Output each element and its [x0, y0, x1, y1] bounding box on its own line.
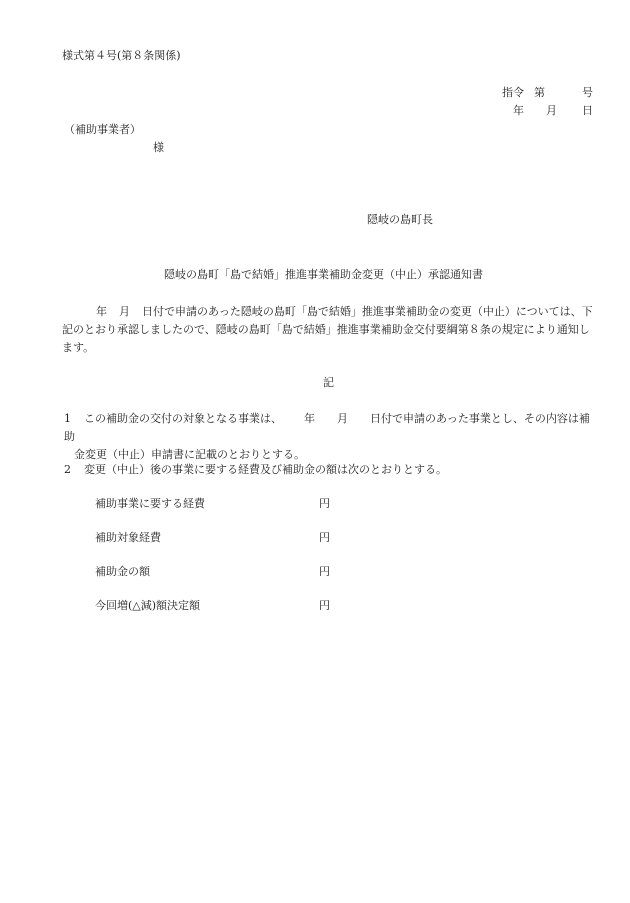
item-1-number: 1 — [64, 412, 71, 425]
cost-unit: 円 — [319, 497, 330, 510]
cost-row-eligible-expense — [95, 531, 345, 545]
recipient-label: （補助事業者） — [64, 123, 141, 136]
item-2-number: 2 — [64, 463, 71, 476]
cost-unit: 円 — [319, 531, 330, 544]
cost-unit: 円 — [319, 565, 330, 578]
form-number: 様式第４号(第８条関係) — [62, 49, 181, 62]
date-year: 年 — [513, 104, 524, 117]
date-month: 月 — [546, 104, 557, 117]
cost-label: 補助金の額 — [95, 565, 150, 578]
item-2 — [64, 461, 599, 479]
reference-dai: 第 — [534, 86, 545, 99]
ki-heading: 記 — [323, 376, 334, 389]
reference-prefix: 指令 — [502, 86, 524, 99]
item-2-text: 変更（中止）後の事業に要する経費及び補助金の額は次のとおりとする。 — [84, 463, 447, 476]
body-paragraph — [62, 303, 597, 357]
cost-label: 補助対象経費 — [95, 531, 161, 544]
cost-row-subsidy-amount — [95, 565, 345, 579]
recipient-honorific: 様 — [153, 141, 164, 154]
date-day: 日 — [582, 104, 593, 117]
cost-row-change-amount — [95, 599, 345, 613]
body-month: 月 — [119, 305, 130, 318]
body-year: 年 — [96, 305, 107, 318]
document-title: 隠岐の島町「島で結婚」推進事業補助金変更（中止）承認通知書 — [164, 268, 483, 281]
item-1-year: 年 — [304, 412, 315, 425]
item-1 — [64, 410, 599, 464]
cost-label: 補助事業に要する経費 — [95, 497, 205, 510]
issuer-name: 隠岐の島町長 — [367, 213, 433, 226]
item-1-text-c: 金変更（中止）申請書に記載のとおりとする。 — [74, 448, 305, 461]
cost-row-project-expense — [95, 497, 345, 511]
item-1-month: 月 — [337, 412, 348, 425]
reference-go: 号 — [582, 86, 593, 99]
cost-label: 今回増(△減)額決定額 — [95, 599, 201, 612]
item-1-text-a: この補助金の交付の対象となる事業は、 — [84, 412, 282, 425]
item-1-text-b: 日付で申請のあった事業とし、その内容は補助 — [64, 412, 590, 443]
body-text: 日付で申請のあった隠岐の島町「島で結婚」推進事業補助金の変更（中止）については、下記のとおり承認しましたので、隠岐の島町「島で結婚」推進事業補助金交付要綱第８条の規定により通知します。 — [62, 305, 593, 354]
cost-unit: 円 — [319, 599, 330, 612]
